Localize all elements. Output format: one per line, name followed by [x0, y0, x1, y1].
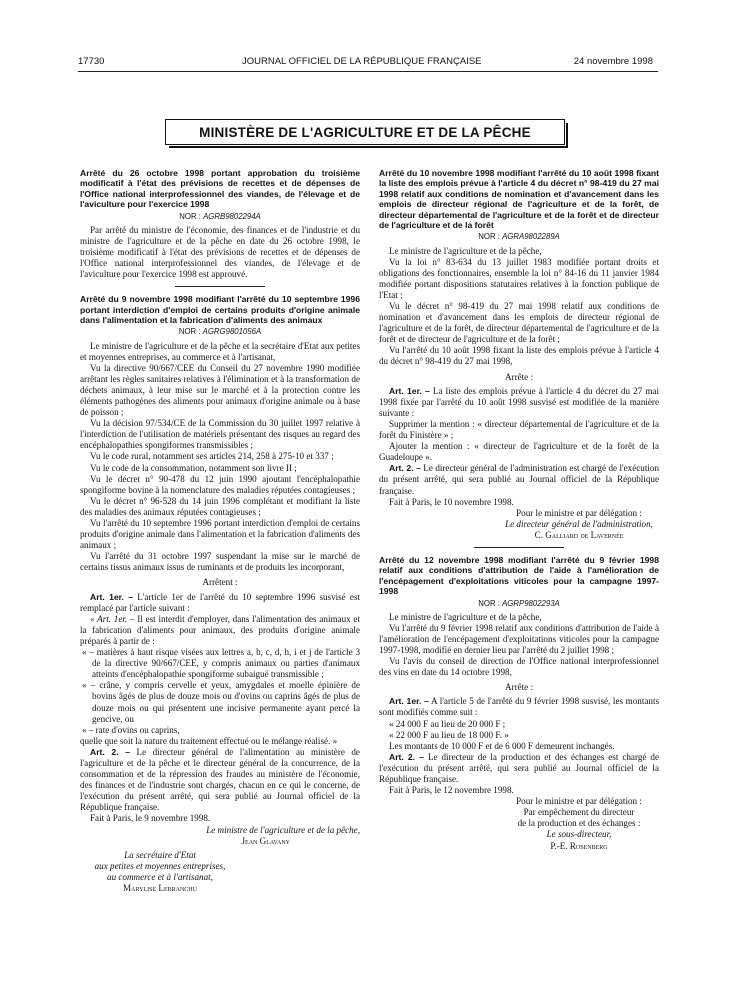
article-1: Art. 1er. – L'article 1er de l'arrêté du 10 septembre 1996 susvisé est remplacé par l'article suivant :: [80, 591, 361, 613]
decree-26-octobre: [80, 168, 360, 280]
header-rule: [78, 71, 658, 72]
signatory-role: Le ministre de l'agriculture et de la pêche,: [206, 824, 360, 835]
article-1-quoted: « Art. 1er. – Il est interdit d'employer, dans l'alimentation des animaux et la fabrication d'aliments pour animaux, des produits d'origine animale préparés à partir de :: [80, 613, 360, 646]
nor-reference: NOR : AGRP9802293A: [478, 598, 560, 608]
signatory-name: C. Galliard de Lavernée: [534, 529, 624, 540]
delegation-line: de la production et des échanges :: [517, 818, 641, 829]
decree-9-novembre: [80, 294, 360, 894]
article-2: Art. 2. – Le directeur général de l'alimentation au ministère de l'agriculture et de la pêche et le directeur général de la concurrence, de la consommation et de la répression des fraudes au ministère de l'économie, des finances et de l'industrie sont chargés, chacun en ce qui le concerne, de l'exécution du présent arrêté, qui sera publié au Journal officiel de la République française.: [80, 746, 360, 813]
preamble-paragraph: Le ministre de l'agriculture et de la pêche,: [389, 611, 542, 622]
decree-12-novembre: [379, 555, 659, 852]
signatory-role: La secrétaire d'Etat: [124, 849, 196, 860]
decree-title: Arrêté du 9 novembre 1998 modifiant l'arrêté du 10 septembre 1996 portant interdiction d'emploi de certains produits d'origine animale dans l'alimentation et la fabrication d'aliments des animaux: [80, 294, 360, 325]
delegation-line: Pour le ministre et par délégation :: [516, 796, 642, 807]
visa-paragraph: Vu la loi n° 83-634 du 13 juillet 1983 modifiée portant droits et obligations des fonctionnaires, ensemble la loi n° 84-16 du 11 janvier 1984 modifiée portant dispositions statutaires relatives à la fonction publique de l'Etat ;: [379, 256, 659, 300]
signatory-name: P.-E. Rosenberg: [550, 840, 608, 851]
right-column: [379, 168, 659, 852]
list-item: « – rate d'ovins ou caprins,: [82, 724, 180, 735]
decree-body: Par arrêté du ministre de l'économie, des finances et de l'industrie et du ministre de l'agriculture et de la pêche en date du 26 octobre 1998, le troisième modificatif à l'état des prévisions de recettes et de dépenses de l'Office national interprofessionnel des viandes, de l'élevage et de l'aviculture pour l'exercice 1998 est approuvé.: [80, 224, 360, 280]
visa-paragraph: Vu la directive 90/667/CEE du Conseil du 27 novembre 1990 modifiée arrêtant les règles sanitaires relatives à l'élimination et à la transformation de déchets animaux, à leur mise sur le marché et à la protection contre les éléments pathogènes des aliments pour animaux d'origine animale ou à base de poisson ;: [80, 362, 360, 418]
visa-paragraph: Vu la décision 97/534/CE de la Commission du 30 juillet 1997 relative à l'interdiction de l'utilisation de matériels présentant des risques au regard des encéphalopathies spongiformes transmissibles ;: [80, 418, 360, 451]
nor-code: AGRG9801056A: [202, 327, 262, 337]
page-number: 17730: [78, 56, 105, 67]
signing-date: Fait à Paris, le 10 novembre 1998.: [389, 496, 514, 507]
nor-code: AGRB9802294A: [203, 211, 261, 221]
article-1: Art. 1er. – A l'article 5 de l'arrêté du 9 février 1998 susvisé, les montants sont modifiés comme suit :: [379, 696, 660, 718]
ministry-title: MINISTÈRE DE L'AGRICULTURE ET DE LA PÊCHE: [199, 124, 531, 140]
visa-paragraph: Vu l'arrêté du 10 août 1998 fixant la liste des emplois prévue à l'article 4 du décret n° 98-419 du 27 mai 1998,: [379, 345, 659, 367]
article-2: Art. 2. – Le directeur général de l'administration est chargé de l'exécution du présent arrêté, qui sera publié au Journal officiel de la République française.: [379, 463, 659, 496]
decree-title: Arrêté du 26 octobre 1998 portant approbation du troisième modificatif à l'état des prévisions de recettes et de dépenses de l'Office national interprofessionnel des viandes, de l'élevage et de l'aviculture pour l'exercice 1998: [80, 168, 360, 210]
delegation-line: Pour le ministre et par délégation :: [516, 507, 642, 518]
visa-paragraph: Vu le code rural, notamment ses articles 214, 258 à 275-10 et 337 ;: [90, 451, 334, 462]
nor-reference: NOR : AGRA9802289A: [478, 232, 560, 242]
nor-code: AGRP9802293A: [502, 598, 560, 608]
signatory-role: au commerce et à l'artisanat,: [107, 871, 213, 882]
visa-paragraph: Vu le décret n° 98-419 du 27 mai 1998 relatif aux conditions de nomination et d'avancement dans les emplois de directeur régional de l'agriculture et de la forêt, de directeur départemental de l'agriculture et de la forêt et de directeur de l'agriculture et de la forêt ;: [379, 301, 659, 345]
visa-paragraph: Vu le décret n° 96-528 du 14 juin 1996 complétant et modifiant la liste des maladies des animaux réputées contagieuses ;: [80, 495, 360, 517]
amendment-line: Ajouter la mention : « directeur de l'agriculture et de la forêt de la Guadeloupe ».: [379, 441, 659, 463]
signatory-role: Le directeur général de l'administration,: [505, 518, 653, 529]
list-item: « – crâne, y compris cervelle et yeux, amygdales et moelle épinière de bovins âgés de plus de douze mois ou d'ovins ou caprins âgés de plus de douze mois ou qui présentent une incisive permanente ayant percé la gencive, ou: [82, 680, 360, 724]
arrete-heading: Arrête :: [504, 682, 534, 693]
separator-rule: [474, 547, 564, 548]
list-conclusion: quelle que soit la nature du traitement effectué ou le mélange réalisé. »: [80, 735, 338, 746]
article-2: Art. 2. – Le directeur de la production et des échanges est chargé de l'exécution du présent arrêté, qui sera publié au Journal officiel de la République française.: [379, 751, 659, 784]
preamble-paragraph: Le ministre de l'agriculture et de la pêche,: [389, 245, 542, 256]
ministry-title-box: [165, 119, 565, 145]
signature-block: [499, 508, 659, 541]
left-column: [80, 168, 360, 894]
amendment-line: Supprimer la mention : « directeur départemental de l'agriculture et de la forêt du Finistère » ;: [379, 418, 659, 441]
signatory-name: Marylise Lebranchu: [123, 883, 197, 893]
decree-10-novembre: [379, 168, 659, 541]
issue-date: 24 novembre 1998: [573, 56, 653, 67]
amount-line: « 24 000 F au lieu de 20 000 F ;: [389, 718, 506, 729]
page-header: [0, 56, 731, 70]
signature-block: [499, 796, 659, 851]
separator-rule: [175, 286, 265, 287]
visa-paragraph: Vu l'arrêté du 10 septembre 1996 portant interdiction d'emploi de certains produits d'origine animale dans l'alimentation et la fabrication d'aliments des animaux ;: [80, 518, 360, 551]
visa-paragraph: Vu le décret n° 90-478 du 12 juin 1990 ajoutant l'encéphalopathie spongiforme bovine à la nomenclature des maladies réputées contagieuses ;: [80, 473, 360, 495]
journal-title: JOURNAL OFFICIEL DE LA RÉPUBLIQUE FRANÇAISE: [242, 56, 482, 67]
amount-line: Les montants de 10 000 F et de 6 000 F demeurent inchangés.: [389, 740, 615, 751]
signing-date: Fait à Paris, le 12 novembre 1998.: [389, 785, 514, 796]
visa-paragraph: Vu l'avis du conseil de direction de l'Office national interprofessionnel des vins en date du 14 octobre 1998,: [379, 656, 659, 678]
arretent-heading: Arrêtent :: [202, 577, 238, 588]
delegation-line: Par empêchement du directeur: [523, 807, 635, 818]
nor-code: AGRA9802289A: [502, 232, 560, 242]
signatory-role: aux petites et moyennes entreprises,: [94, 860, 226, 871]
visa-paragraph: Vu l'arrêté du 31 octobre 1997 suspendant la mise sur le marché de certains tissus animaux issus de ruminants et de produits les incorporant,: [80, 551, 360, 573]
visa-paragraph: Vu le code de la consommation, notamment son livre II ;: [90, 462, 297, 473]
amount-line: « 22 000 F au lieu de 18 000 F. »: [389, 729, 509, 740]
article-1: Art. 1er. – La liste des emplois prévue à l'article 4 du décret du 27 mai 1998 fixée par l'arrêté du 10 août 1998 susvisé est modifiée de la manière suivante :: [379, 385, 659, 418]
decree-title: Arrêté du 10 novembre 1998 modifiant l'arrêté du 10 août 1998 fixant la liste des emplois prévue à l'article 4 du décret n° 98-419 du 27 mai 1998 relatif aux conditions de nomination et d'avancement dans les emplois de directeur régional de l'agriculture et de la forêt, de directeur départemental de l'agriculture et de la forêt et de directeur de l'agriculture et de la forêt: [379, 168, 659, 231]
nor-reference: NOR : AGRB9802294A: [179, 211, 261, 221]
nor-reference: NOR : AGRG9801056A: [178, 327, 262, 337]
list-item: « – matières à haut risque visées aux lettres a, b, c, d, h, i et j de l'article 3 de la directive 90/667/CEE, y compris animaux ou parties d'animaux atteints d'encéphalopathie spongiforme subaiguë transmissible ;: [82, 647, 360, 680]
arrete-heading: Arrête :: [504, 371, 534, 382]
signatory-name: Jean Glavany: [241, 835, 290, 846]
co-signature: [80, 850, 240, 894]
visa-paragraph: Vu l'arrêté du 9 février 1998 relatif aux conditions d'attribution de l'aide à l'amélioration de l'encépagement d'exploitations viticoles pour la campagne 1997-1998, modifié en dernier lieu par l'arrêté du 2 juillet 1998 ;: [379, 622, 659, 655]
signing-date: Fait à Paris, le 9 novembre 1998.: [90, 813, 211, 824]
decree-title: Arrêté du 12 novembre 1998 modifiant l'arrêté du 9 février 1998 relatif aux conditions d'attribution de l'aide à l'amélioration de l'encépagement d'exploitations viticoles pour la campagne 1997-1998: [379, 554, 659, 597]
signatory-role: Le sous-directeur,: [546, 829, 612, 840]
preamble-paragraph: Le ministre de l'agriculture et de la pêche et la secrétaire d'Etat aux petites et moyennes entreprises, au commerce et à l'artisanat,: [80, 340, 360, 362]
